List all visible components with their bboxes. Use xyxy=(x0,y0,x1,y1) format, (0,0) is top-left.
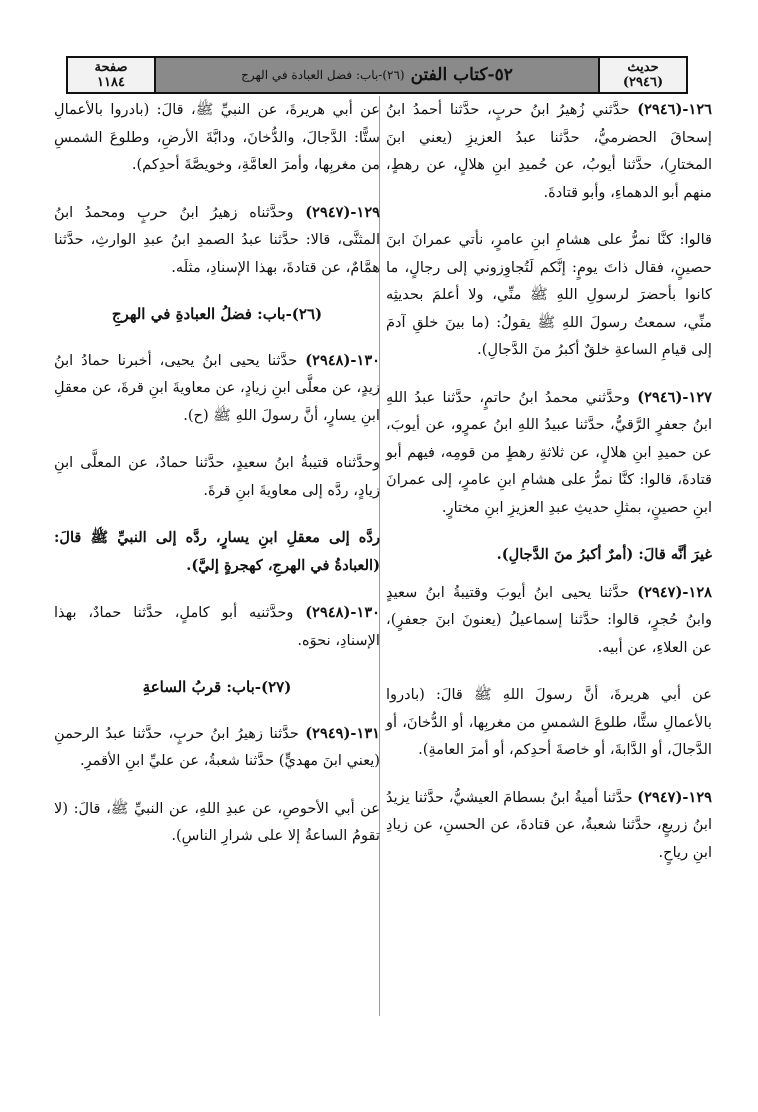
hadith-number: ١٣١-(٢٩٤٩) xyxy=(305,724,380,742)
hadith-text: وحدَّثنيه أبو كاملٍ، حدَّثنا حمادٌ، بهذا الإسنادِ، نحوَه. xyxy=(54,604,380,649)
hadith-number: (٢٩٤٦) xyxy=(622,75,664,90)
hadith-text: حدَّثني زُهيرُ ابنُ حربٍ، حدَّثنا أحمدُ ابنُ إسحاقَ الحضرميُّ، حدَّثنا عبدُ العزيزِ (يعني ابنَ المختارِ)، حدَّثنا أيوبُ، عن حُميدِ ابنِ هلالٍ، عن رهطٍ، منهم أبو الدهماءِ، وأبو قتادةَ. xyxy=(386,101,712,201)
hadith-paragraph xyxy=(54,795,380,850)
hadith-paragraph xyxy=(54,599,380,654)
hadith-paragraph xyxy=(386,784,712,867)
hadith-text: حدَّثنا أميةُ ابنُ بسطامَ العيشيُّ، حدَّثنا يزيدُ ابنُ زريعٍ، حدَّثنا شعبةُ، عن قتادةَ، عن الحسنِ، عن زيادِ ابنِ رياحٍ. xyxy=(386,788,712,861)
hadith-text: حدَّثنا يحيى ابنُ أيوبَ وقتيبةُ ابنُ سعيدٍ وابنُ حُجرٍ، قالوا: حدَّثنا إسماعيلُ (يعنونَ ابنَ جعفرٍ)، عن العلاءِ، عن أبيه. xyxy=(386,583,712,656)
hadith-paragraph xyxy=(54,720,380,775)
hadith-text: عن أبي هريرةَ، أنَّ رسولَ اللهِ ﷺ قالَ: (بادروا بالأعمالِ ستًّا، طلوعَ الشمسِ من مغربِها، أو الدُّخانَ، أو الدَّجالَ، أو الدَّابةَ، أو خاصةَ أحدِكم، أو أمرَ العامةِ). xyxy=(386,686,712,758)
hadith-paragraph xyxy=(386,681,712,764)
hadith-paragraph xyxy=(386,96,712,206)
right-column xyxy=(386,96,712,886)
hadith-text: حدَّثنا زهيرُ ابنُ حربٍ، حدَّثنا عبدُ الرحمنِ (يعني ابنَ مهديٍّ) حدَّثنا شعبةُ، عن عليِّ ابنِ الأقمرِ. xyxy=(54,724,380,769)
page-number: ١١٨٤ xyxy=(97,75,125,90)
hadith-text: وحدَّثناه قتيبةُ ابنُ سعيدٍ، حدَّثنا حمادٌ، عن المعلَّى ابنِ زيادٍ، ردَّه إلى معاويةَ ابنِ قرةَ. xyxy=(54,454,380,499)
hadith-number: ١٢٨-(٢٩٤٧) xyxy=(637,583,712,601)
hadith-paragraph xyxy=(54,96,380,179)
hadith-number: ١٢٩-(٢٩٤٧) xyxy=(637,788,712,806)
hadith-paragraph xyxy=(54,347,380,430)
hadith-text: عن أبي هريرةَ، عن النبيِّ ﷺ، قالَ: (بادروا بالأعمالِ ستًّا: الدَّجالَ، والدُّخانَ، ودابَّةَ الأرضِ، وطلوعَ الشمسِ من مغربِها، وأمرَ العامَّةِ، وخويصَّةَ أحدِكم). xyxy=(54,101,380,173)
hadith-number: ١٢٦-(٢٩٤٦) xyxy=(637,101,712,118)
hadith-text: عن أبي الأحوصِ، عن عبدِ اللهِ، عن النبيِّ ﷺ، قالَ: (لا تقومُ الساعةُ إلا على شرارِ الناسِ). xyxy=(54,799,380,844)
hadith-paragraph xyxy=(54,524,380,579)
hadith-paragraph xyxy=(54,449,380,504)
chapter-heading: (٢٧)-باب: قربُ الساعةِ xyxy=(142,678,292,696)
hadith-number: ١٣٠-(٢٩٤٨) xyxy=(305,351,380,369)
hadith-text: وحدَّثني محمدُ ابنُ حاتمٍ، حدَّثنا عبدُ اللهِ ابنُ جعفرٍ الرَّقيُّ، حدَّثنا عبيدُ اللهِ ابنُ عمرٍو، عن أيوبَ، عن حميدِ ابنِ هلالٍ، عن ثلاثةِ رهطٍ من قومِه، فيهم أبو قتادةَ، قالوا: كنَّا نمرُّ على هشامِ ابنِ عامرٍ، إلى عمرانَ ابنِ حصينٍ، بمثلِ حديثِ عبدِ العزيزِ ابنِ مختارٍ. xyxy=(386,388,712,516)
hadith-text: وحدَّثناه زهيرُ ابنُ حربٍ ومحمدُ ابنُ المثنَّى، قالا: حدَّثنا عبدُ الصمدِ ابنُ عبدِ الوارثِ، حدَّثنا همَّامٌ، عن قتادةَ، بهذا الإسنادِ، مثلَه. xyxy=(54,203,380,276)
hadith-paragraph xyxy=(386,579,712,662)
hadith-paragraph xyxy=(386,541,712,569)
hadith-paragraph xyxy=(386,226,712,364)
hadith-number: ١٣٠-(٢٩٤٨) xyxy=(305,604,380,621)
left-column xyxy=(54,96,380,870)
hadith-number: ١٢٧-(٢٩٤٦) xyxy=(637,388,712,406)
hadith-text: غيرَ أنَّه قالَ: (أمرٌ أكبرُ منَ الدَّجالِ). xyxy=(496,546,712,563)
hadith-paragraph xyxy=(386,384,712,522)
hadith-number: ١٢٩-(٢٩٤٧) xyxy=(305,203,380,221)
header-title xyxy=(156,58,598,92)
hadith-label: حديث xyxy=(627,60,659,75)
hadith-paragraph xyxy=(54,199,380,282)
page-label: صفحة xyxy=(94,60,128,75)
hadith-text: ردَّه إلى معقلِ ابنِ يسارٍ، ردَّه إلى النبيِّ ﷺ قالَ: (العبادةُ في الهرجِ، كهجرةٍ إليَّ). xyxy=(54,529,380,574)
hadith-number-box xyxy=(598,58,686,92)
book-title: ٥٢-كتاب الفتن xyxy=(410,65,513,85)
chapter-heading: (٢٦)-باب: فضلُ العبادةِ في الهرجِ xyxy=(111,305,323,323)
page-header xyxy=(66,56,688,94)
hadith-text: قالوا: كنَّا نمرُّ على هشامِ ابنِ عامرٍ، نأتي عمرانَ ابنَ حصينٍ، فقال ذاتَ يومٍ: إنَّكم لَتُجاوِزوني إلى رجالٍ، ما كانوا بأحضرَ لرسولِ اللهِ ﷺ منِّي، ولا أعلمَ بحديثِه منِّي، سمعتُ رسولَ اللهِ ﷺ يقولُ: (ما بينَ خلقِ آدمَ إلى قيامِ الساعةِ خلقٌ أكبرُ منَ الدَّجالِ). xyxy=(386,231,712,358)
chapter-title: (٢٦)-باب: فضل العبادة في الهرج xyxy=(241,68,405,82)
page-number-box xyxy=(68,58,156,92)
hadith-text: حدَّثنا يحيى ابنُ يحيى، أخبرنا حمادُ ابنُ زيدٍ، عن معلَّى ابنِ زيادٍ، عن معاويةَ ابنِ قرةَ، عن معقلِ ابنِ يسارٍ، أنَّ رسولَ اللهِ ﷺ (ح). xyxy=(54,351,380,424)
